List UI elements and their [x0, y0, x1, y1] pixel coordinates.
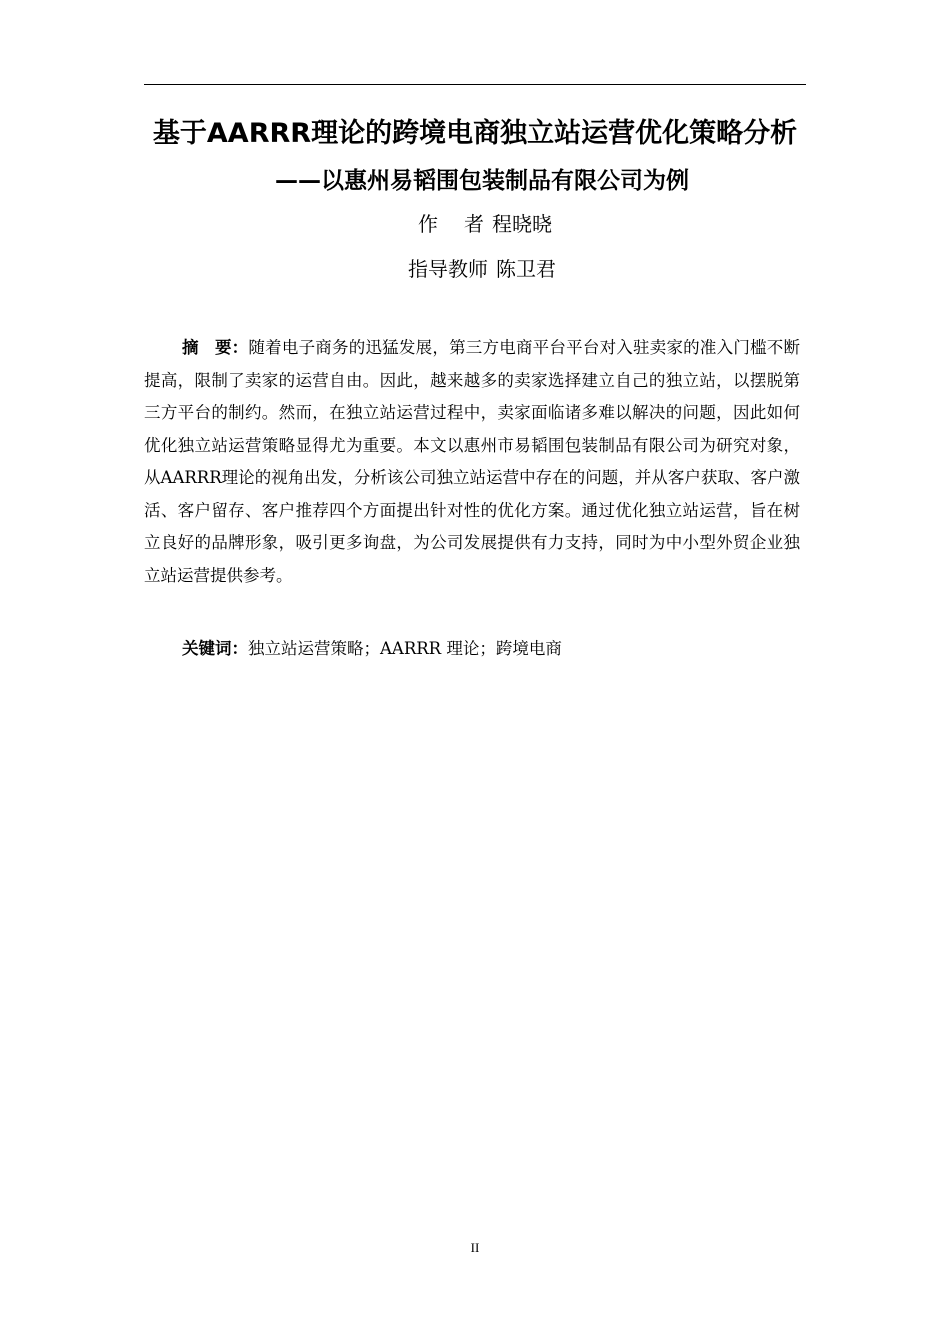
- paper-subtitle: ——以惠州易韬围包装制品有限公司为例: [275, 168, 689, 194]
- advisor-line: [408, 253, 556, 285]
- abstract-text: 随着电子商务的迅猛发展，第三方电商平台平台对入驻卖家的准入门槛不断提高，限制了卖家的运营自由。因此，越来越多的卖家选择建立自己的独立站，以摆脱第三方平台的制约。然而，在独立站运营过程中，卖家面临诸多难以解决的问题，因此如何优化独立站运营策略显得尤为重要。本文以惠州市易韬围包装制品有限公司为研究对象，从AARRR理论的视角出发，分析该公司独立站运营中存在的问题，并从客户获取、客户激活、客户留存、客户推荐四个方面提出针对性的优化方案。通过优化独立站运营，旨在树立良好的品牌形象，吸引更多询盘，为公司发展提供有力支持，同时为中小型外贸企业独立站运营提供参考。: [144, 338, 801, 585]
- abstract-paragraph: [144, 332, 800, 592]
- page-number: II: [470, 1240, 480, 1255]
- author-line: [418, 208, 552, 240]
- author-label: 作 者: [418, 212, 484, 236]
- keywords-line: [182, 633, 562, 665]
- header-rule: [144, 84, 806, 85]
- author-name: 程晓晓: [492, 212, 552, 236]
- keywords-label: 关键词：: [182, 639, 248, 658]
- abstract-label: 摘 要：: [182, 338, 249, 357]
- advisor-name: 陈卫君: [496, 257, 556, 281]
- keywords-text: 独立站运营策略；AARRR 理论；跨境电商: [248, 639, 562, 658]
- advisor-label: 指导教师: [408, 257, 488, 281]
- paper-title: 基于AARRR理论的跨境电商独立站运营优化策略分析: [152, 118, 798, 149]
